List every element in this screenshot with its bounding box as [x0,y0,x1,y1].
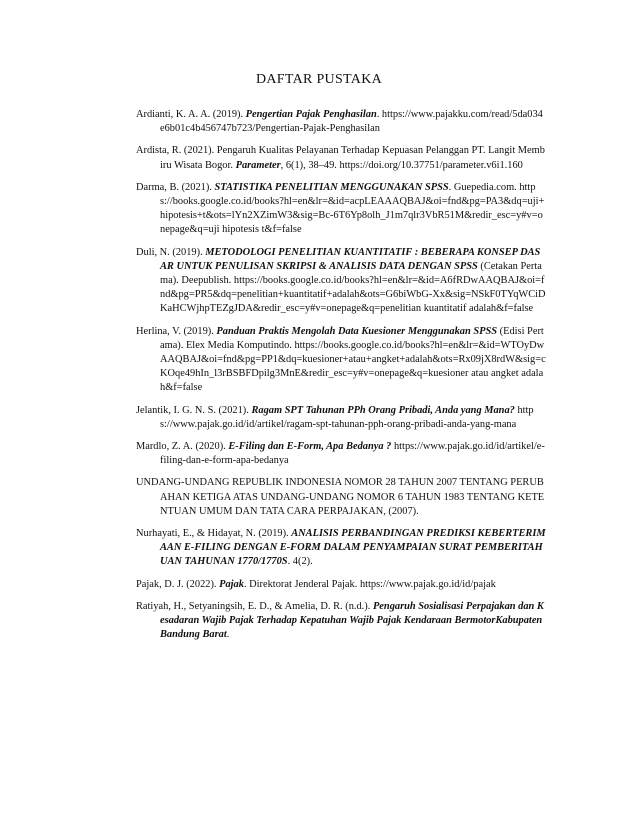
reference-entry: UNDANG-UNDANG REPUBLIK INDONESIA NOMOR 28 TAHUN 2007 TENTANG PERUBAHAN KETIGA ATAS UNDANG-UNDANG NOMOR 6 TAHUN 1983 TENTANG KETENTUAN UMUM DAN TATA CARA PERPAJAKAN, (2007). [136,477,545,517]
reference-entry: Jelantik, I. G. N. S. (2021). Ragam SPT Tahunan PPh Orang Pribadi, Anda yang Mana? https://www.pajak.go.id/id/artikel/ragam-spt-tahunan-pph-orang-pribadi-anda-yang-mana [136,404,534,430]
reference-entry: Mardlo, Z. A. (2020). E-Filing dan E-Form, Apa Bedanya ? https://www.pajak.go.id/id/artikel/e-filing-dan-e-form-apa-bedanya [136,441,545,467]
reference-entry: Duli, N. (2019). METODOLOGI PENELITIAN KUANTITATIF : BEBERAPA KONSEP DASAR UNTUK PENULISAN SKRIPSI & ANALISIS DATA DENGAN SPSS (Cetakan Pertama). Deepublish. https://books.google.co.id/books?hl=en&lr=&id=A6fRDwAAQBAJ&oi=fnd&pg=PR5&dq=penelitian+kuantitatif+adalah&ots=G6biWbG-Xx&sig=NSkF0TYqWCiDKaHCWjhpTEZgJDA&redir_esc=y#v=onepage&q=penelitian kuantitatif adalah&f=false [136,246,546,315]
reference-list [136,108,546,651]
page-title: DAFTAR PUSTAKA [255,72,383,87]
reference-entry: Ardista, R. (2021). Pengaruh Kualitas Pelayanan Terhadap Kepuasan Pelanggan PT. Langit Membiru Wisata Bogor. Parameter, 6(1), 38–49. https://doi.org/10.37751/parameter.v6i1.160 [136,145,545,171]
reference-entry: Nurhayati, E., & Hidayat, N. (2019). ANALISIS PERBANDINGAN PREDIKSI KEBERTERIMAAN E-FILING DENGAN E-FORM DALAM PENYAMPAIAN SURAT PEMBERITAHUAN TAHUNAN 1770/1770S. 4(2). [136,528,546,568]
reference-entry: Darma, B. (2021). STATISTIKA PENELITIAN MENGGUNAKAN SPSS. Guepedia.com. https://books.google.co.id/books?hl=en&lr=&id=acpLEAAAQBAJ&oi=fnd&pg=PA3&dq=uji+hipotesis+t&ots=lYn2XZimW3&sig=Bc-6T6Yp8olh_J1m7qlr3VbR51M&redir_esc=y#v=onepage&q=uji hipotesis t&f=false [136,181,545,236]
reference-entry: Ratiyah, H., Setyaningsih, E. D., & Amelia, D. R. (n.d.). Pengaruh Sosialisasi Perpajakan dan Kesadaran Wajib Pajak Terhadap Kepatuhan Wajib Pajak Kendaraan BermotorKabupaten Bandung Barat. [136,600,544,641]
reference-entry: Ardianti, K. A. A. (2019). Pengertian Pajak Penghasilan. https://www.pajakku.com/read/5da034e6b01c4b456747b723/Pengertian-Pajak-Penghasilan [136,109,543,135]
reference-entry: Herlina, V. (2019). Panduan Praktis Mengolah Data Kuesioner Menggunakan SPSS (Edisi Pertama). Elex Media Komputindo. https://books.google.co.id/books?hl=en&lr=&id=WTOyDwAAQBAJ&oi=fnd&pg=PP1&dq=kuesioner+atau+angket+adalah&ots=Rx09jX8rdW&sig=cKOqe49hIn_l3rBSBFDpilg3MnE&redir_esc=y#v=onepage&q=kuesioner atau angket adalah&f=false [136,325,546,394]
reference-entry: Pajak, D. J. (2022). Pajak. Direktorat Jenderal Pajak. https://www.pajak.go.id/id/pajak [136,578,496,590]
